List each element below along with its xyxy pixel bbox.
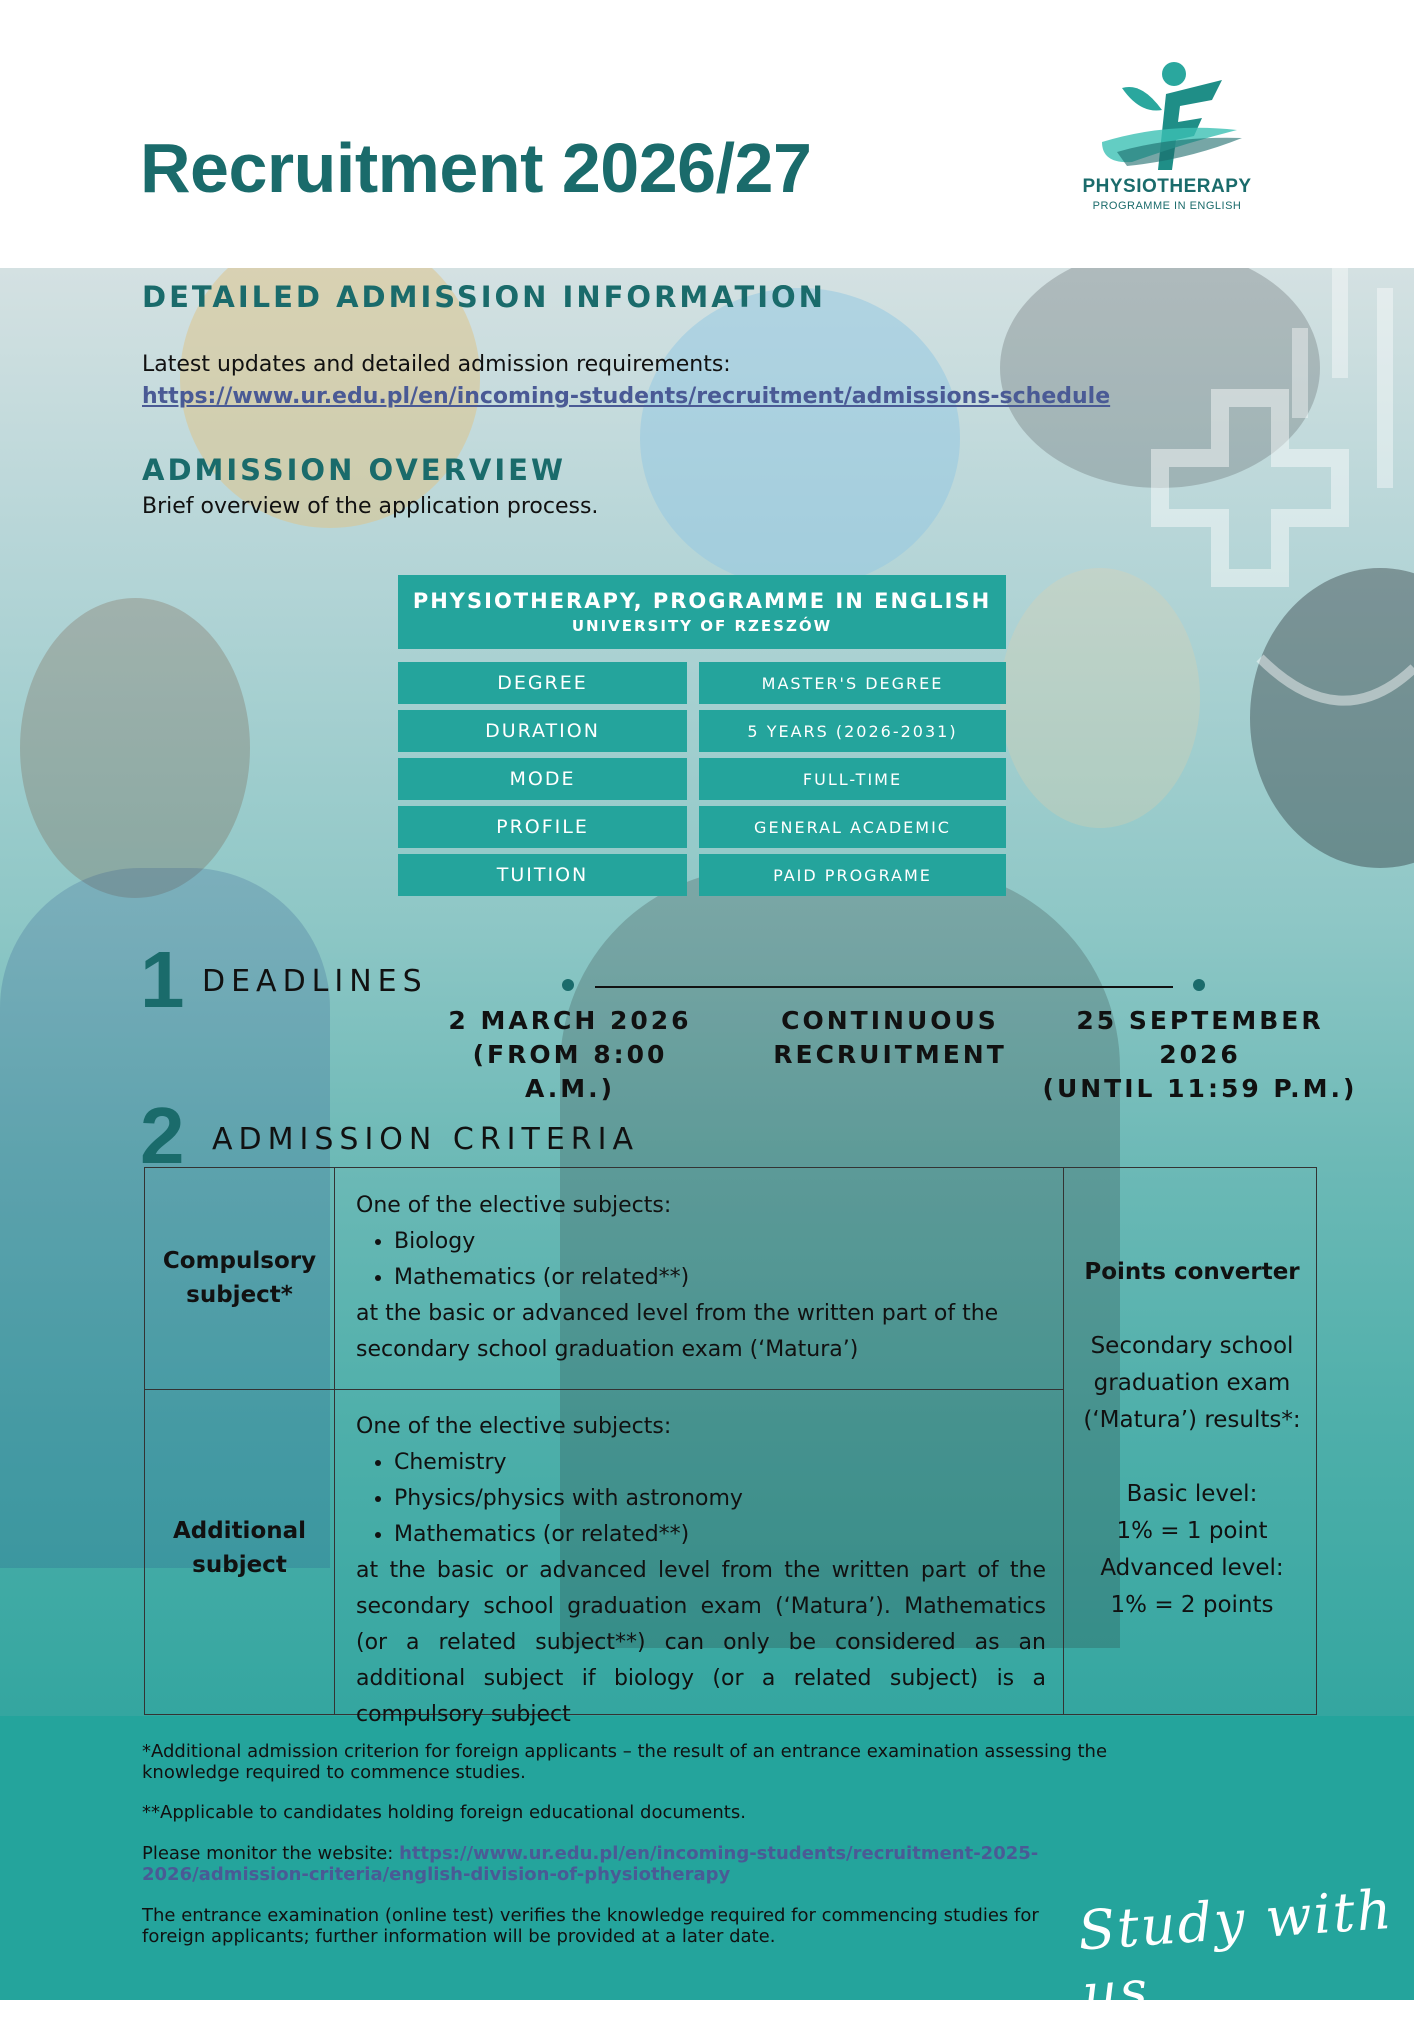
page-title: Recruitment 2026/27 <box>140 129 812 207</box>
header-band <box>0 0 1414 268</box>
compulsory-label-line: subject* <box>186 1282 293 1308</box>
programme-value: 5 YEARS (2026-2031) <box>699 710 1006 752</box>
converter-text: graduation exam <box>1093 1370 1291 1396</box>
monitor-website-note <box>142 1843 1092 1885</box>
programme-title: PHYSIOTHERAPY, PROGRAMME IN ENGLISH <box>412 589 992 613</box>
additional-subject-label <box>145 1514 334 1582</box>
compulsory-subject-details <box>356 1188 1046 1368</box>
list-item: • Physics/physics with astronomy <box>394 1481 1046 1517</box>
list-item: • Mathematics (or related**) <box>394 1517 1046 1553</box>
step-number-1: 1 <box>140 935 185 1024</box>
table-divider <box>1063 1168 1064 1714</box>
programme-value: MASTER'S DEGREE <box>699 662 1006 704</box>
timeline-dot <box>1193 979 1205 991</box>
basic-level-value: 1% = 1 point <box>1116 1518 1268 1544</box>
additional-subject-list <box>356 1445 1046 1553</box>
admission-criteria-heading: ADMISSION CRITERIA <box>212 1122 640 1157</box>
compulsory-label-line: Compulsory <box>162 1248 317 1274</box>
list-item: • Chemistry <box>394 1445 1046 1481</box>
deadline-time: RECRUITMENT <box>773 1040 1007 1069</box>
converter-text: Secondary school <box>1090 1333 1294 1359</box>
footnote-foreign-applicants: *Additional admission criterion for foreign applicants – the result of an entrance examination assessing the knowledge required to commence studies. <box>142 1741 1108 1783</box>
admissions-schedule-link[interactable]: https://www.ur.edu.pl/en/incoming-students/recruitment/admissions-schedule <box>142 384 1111 409</box>
logo-subtitle: PROGRAMME IN ENGLISH <box>1092 200 1242 212</box>
detailed-info-heading: DETAILED ADMISSION INFORMATION <box>142 280 826 314</box>
study-with-us-slogan: Study with us <box>1076 1877 1396 2026</box>
additional-label-line: subject <box>192 1552 287 1578</box>
programme-value: GENERAL ACADEMIC <box>699 806 1006 848</box>
additional-note: at the basic or advanced level from the written part of the secondary school graduation exam (‘Matura’). Mathematics (or a related subject**) can only be considered as an additional subject if biology (or a related subject) is a compulsory subject <box>356 1558 1046 1727</box>
deadline-date: CONTINUOUS <box>781 1006 999 1035</box>
exercise-ball-shape <box>640 288 960 588</box>
programme-value: PAID PROGRAME <box>699 854 1006 896</box>
deadline-time: (UNTIL 11:59 P.M.) <box>1042 1074 1358 1103</box>
compulsory-intro: One of the elective subjects: <box>356 1193 672 1218</box>
logo-title: PHYSIOTHERAPY <box>1082 176 1252 197</box>
deadline-date: 2 MARCH 2026 <box>448 1006 692 1035</box>
advanced-level-label: Advanced level: <box>1100 1555 1284 1581</box>
points-converter-title: Points converter <box>1084 1259 1300 1285</box>
medical-cross-icon <box>1100 268 1414 728</box>
list-item: • Mathematics (or related**) <box>394 1260 1046 1296</box>
compulsory-note: at the basic or advanced level from the written part of the secondary school graduation exam (‘Matura’) <box>356 1301 999 1362</box>
programme-label: TUITION <box>398 854 687 896</box>
list-item: • Biology <box>394 1224 1046 1260</box>
footnote-foreign-documents: **Applicable to candidates holding foreign educational documents. <box>142 1802 746 1823</box>
entrance-exam-note: The entrance examination (online test) verifies the knowledge required for commencing studies for foreign applicants; further information will be provided at a later date. <box>142 1905 1039 1947</box>
english-division-link[interactable]: https://www.ur.edu.pl/en/incoming-students/recruitment-2025-2026/admission-criteria/english-division-of-physiotherapy <box>142 1843 1039 1885</box>
deadline-date: 25 SEPTEMBER 2026 <box>1076 1006 1324 1069</box>
programme-header <box>398 575 1006 649</box>
programme-label: PROFILE <box>398 806 687 848</box>
programme-label: MODE <box>398 758 687 800</box>
additional-intro: One of the elective subjects: <box>356 1414 672 1439</box>
detailed-info-intro: Latest updates and detailed admission requirements: <box>142 352 731 377</box>
advanced-level-value: 1% = 2 points <box>1110 1592 1274 1618</box>
timeline-line <box>595 986 1173 988</box>
step-number-2: 2 <box>140 1091 185 1180</box>
basic-level-label: Basic level: <box>1126 1481 1258 1507</box>
timeline-dot <box>562 979 574 991</box>
deadline-item <box>760 1004 1020 1072</box>
compulsory-subject-label <box>145 1244 334 1312</box>
criteria-table <box>144 1167 1317 1727</box>
programme-label: DEGREE <box>398 662 687 704</box>
person-shape <box>20 598 250 898</box>
deadline-time: (FROM 8:00 A.M.) <box>472 1040 668 1103</box>
converter-text: (‘Matura’) results*: <box>1083 1407 1301 1433</box>
table-divider <box>334 1168 335 1714</box>
monitor-text: Please monitor the website: <box>142 1843 394 1864</box>
programme-label: DURATION <box>398 710 687 752</box>
deadline-item <box>1040 1004 1360 1106</box>
programme-value: FULL-TIME <box>699 758 1006 800</box>
physiotherapy-logo <box>1062 52 1272 228</box>
deadlines-heading: DEADLINES <box>202 964 428 999</box>
additional-subject-details <box>356 1409 1046 1733</box>
compulsory-subject-list <box>356 1224 1046 1296</box>
programme-university: UNIVERSITY OF RZESZÓW <box>571 617 833 635</box>
admission-overview-text: Brief overview of the application process. <box>142 494 599 519</box>
deadline-item <box>430 1004 710 1106</box>
table-divider <box>145 1389 1063 1390</box>
admission-overview-heading: ADMISSION OVERVIEW <box>142 453 566 487</box>
additional-label-line: Additional <box>172 1518 307 1544</box>
logo-figure-icon <box>1062 52 1272 172</box>
points-converter <box>1067 1254 1317 1624</box>
